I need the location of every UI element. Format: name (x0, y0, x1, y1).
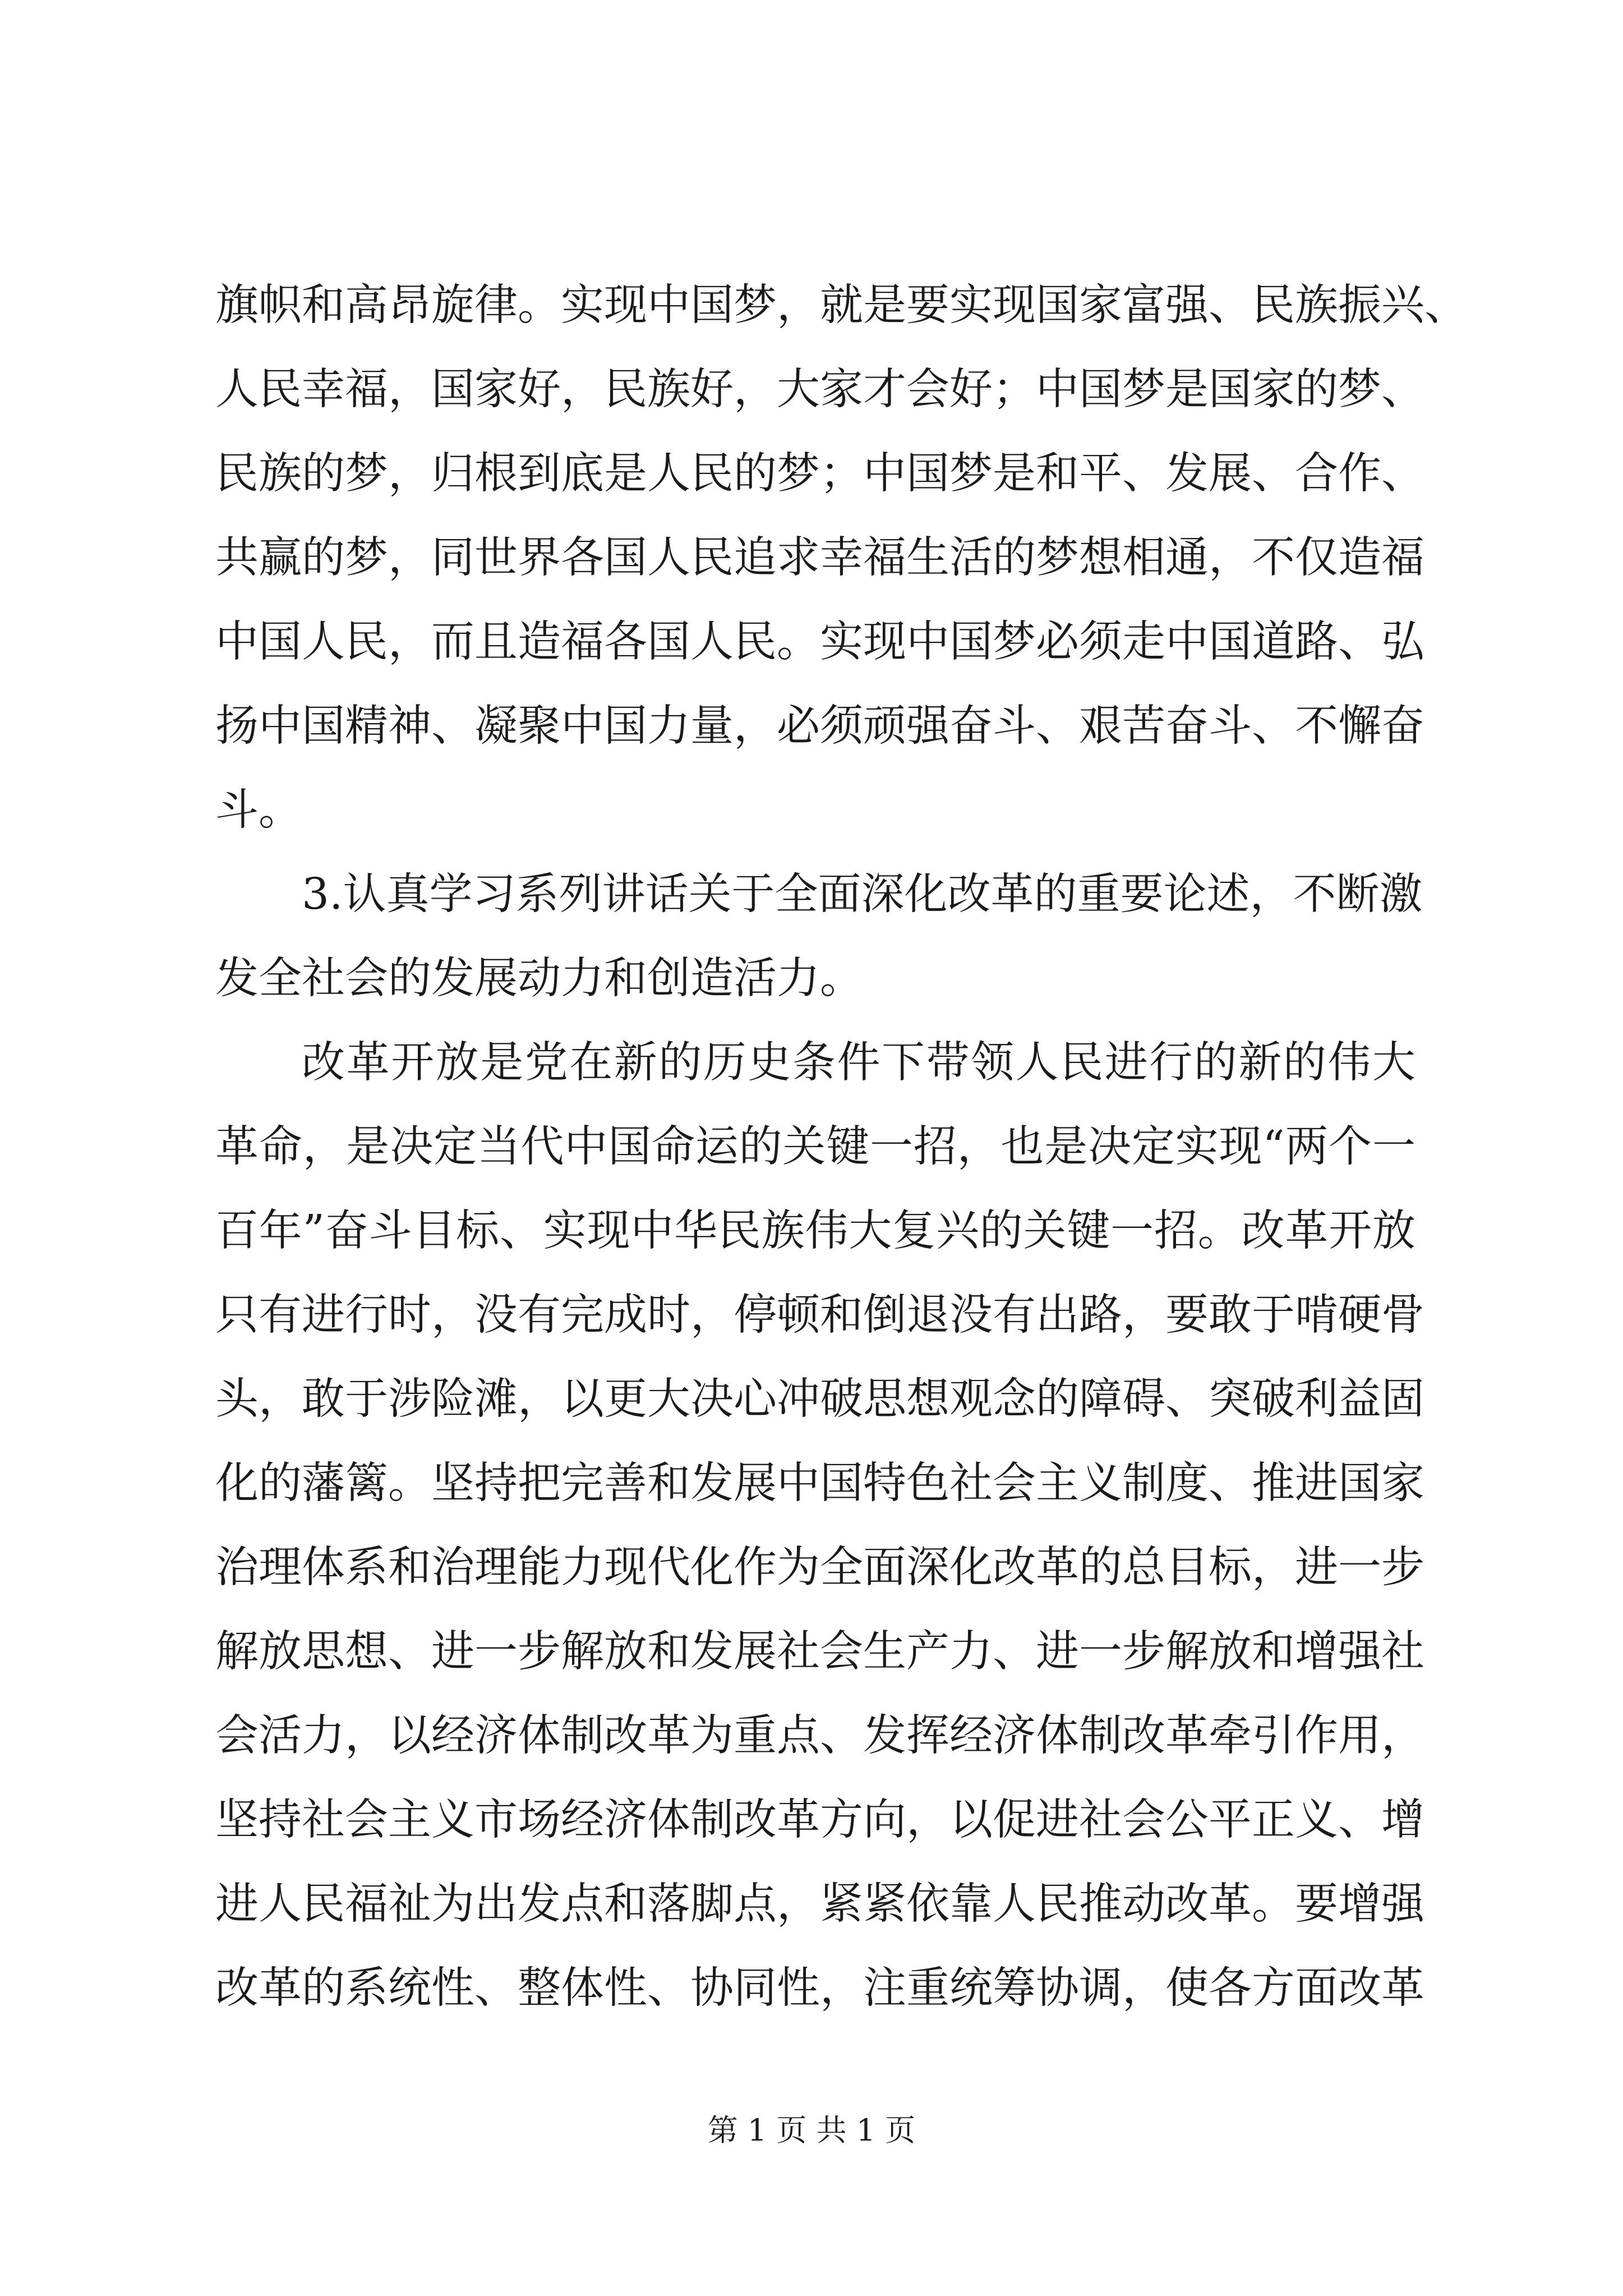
page-footer: 第 1 页 共 1 页 (707, 2113, 916, 2148)
text-line: 解放思想、进一步解放和发展社会生产力、进一步解放和增强社 (215, 1627, 1424, 1677)
text-line: 扬中国精神、凝聚中国力量，必须顽强奋斗、艰苦奋斗、不懈奋 (215, 701, 1424, 751)
section-heading-line: 3.认真学习系列讲话关于全面深化改革的重要论述，不断激 (302, 869, 1423, 919)
text-line: 人民幸福，国家好，民族好，大家才会好；中国梦是国家的梦、 (215, 365, 1424, 415)
text-line: 革命，是决定当代中国命运的关键一招，也是决定实现“两个一 (215, 1122, 1415, 1172)
text-line: 进人民福祉为出发点和落脚点，紧紧依靠人民推动改革。要增强 (215, 1879, 1424, 1929)
text-line: 百年”奋斗目标、实现中华民族伟大复兴的关键一招。改革开放 (215, 1206, 1415, 1256)
text-line: 民族的梦，归根到底是人民的梦；中国梦是和平、发展、合作、 (215, 449, 1424, 499)
section-heading-line: 发全社会的发展动力和创造活力。 (215, 954, 863, 1004)
text-line: 只有进行时，没有完成时，停顿和倒退没有出路，要敢于啃硬骨 (215, 1290, 1424, 1340)
text-line: 坚持社会主义市场经济体制改革方向，以促进社会公平正义、增 (215, 1795, 1424, 1845)
text-line: 改革开放是党在新的历史条件下带领人民进行的新的伟大 (302, 1038, 1415, 1088)
text-line: 会活力，以经济体制改革为重点、发挥经济体制改革牵引作用， (215, 1711, 1424, 1761)
text-line: 旗帜和高昂旋律。实现中国梦，就是要实现国家富强、民族振兴、 (215, 280, 1468, 330)
text-line: 治理体系和治理能力现代化作为全面深化改革的总目标，进一步 (215, 1543, 1424, 1593)
text-line: 中国人民，而且造福各国人民。实现中国梦必须走中国道路、弘 (215, 617, 1424, 667)
text-line: 化的藩篱。坚持把完善和发展中国特色社会主义制度、推进国家 (215, 1458, 1424, 1508)
text-line: 共赢的梦，同世界各国人民追求幸福生活的梦想相通，不仅造福 (215, 533, 1424, 583)
text-line: 头，敢于涉险滩，以更大决心冲破思想观念的障碍、突破利益固 (215, 1374, 1424, 1424)
text-line: 斗。 (215, 785, 302, 835)
text-line: 改革的系统性、整体性、协同性，注重统筹协调，使各方面改革 (215, 1963, 1424, 2013)
